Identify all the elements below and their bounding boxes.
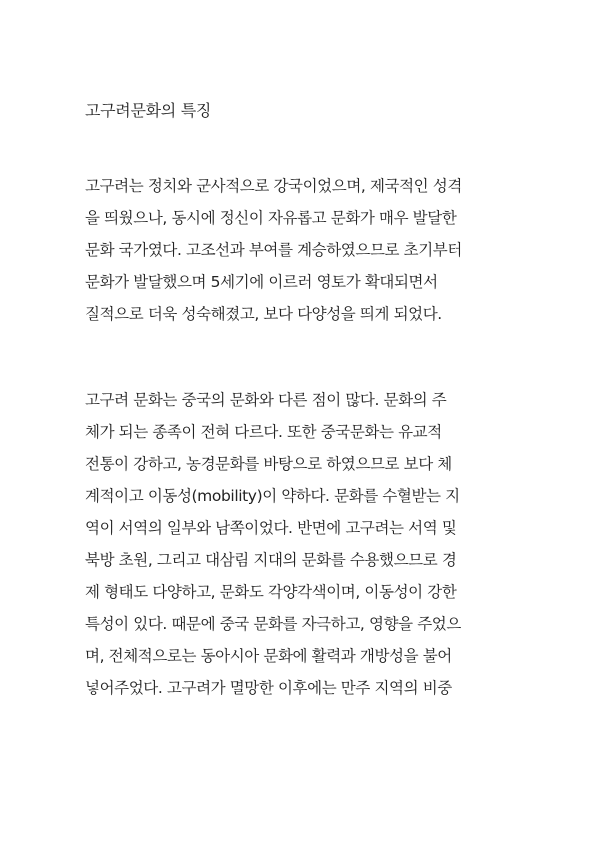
paragraph-2	[85, 384, 515, 704]
text-line: 고구려 문화는 중국의 문화와 다른 점이 많다. 문화의 주	[85, 391, 447, 409]
text-line: 문화 국가였다. 고조선과 부여를 계승하였으므로 초기부터	[85, 241, 462, 259]
paragraph-1	[85, 170, 515, 330]
text-line: 고구려는 정치와 군사적으로 강국이었으며, 제국적인 성격	[85, 177, 462, 195]
text-line: 제 형태도 다양하고, 문화도 각양각색이며, 이동성이 강한	[85, 583, 457, 601]
text-line: 전통이 강하고, 농경문화를 바탕으로 하였으므로 보다 체	[85, 455, 452, 473]
text-line: 계적이고 이동성(mobility)이 약하다. 문화를 수혈받는 지	[85, 487, 460, 505]
text-line: 며, 전체적으로는 동아시아 문화에 활력과 개방성을 불어	[85, 647, 452, 665]
text-line: 체가 되는 종족이 전혀 다르다. 또한 중국문화는 유교적	[85, 423, 442, 441]
text-line: 을 띄웠으나, 동시에 정신이 자유롭고 문화가 매우 발달한	[85, 209, 457, 227]
text-line: 역이 서역의 일부와 남쪽이었다. 반면에 고구려는 서역 및	[85, 519, 457, 537]
text-line: 넣어주었다. 고구려가 멸망한 이후에는 만주 지역의 비중	[85, 679, 452, 697]
text-line: 문화가 발달했으며 5세기에 이르러 영토가 확대되면서	[85, 273, 438, 291]
document-title: 고구려문화의 특징	[85, 101, 212, 120]
text-line: 북방 초원, 그리고 대삼림 지대의 문화를 수용했으므로 경	[85, 551, 457, 569]
text-line: 특성이 있다. 때문에 중국 문화를 자극하고, 영향을 주었으	[85, 615, 461, 633]
text-line: 질적으로 더욱 성숙해졌고, 보다 다양성을 띄게 되었다.	[85, 305, 442, 323]
